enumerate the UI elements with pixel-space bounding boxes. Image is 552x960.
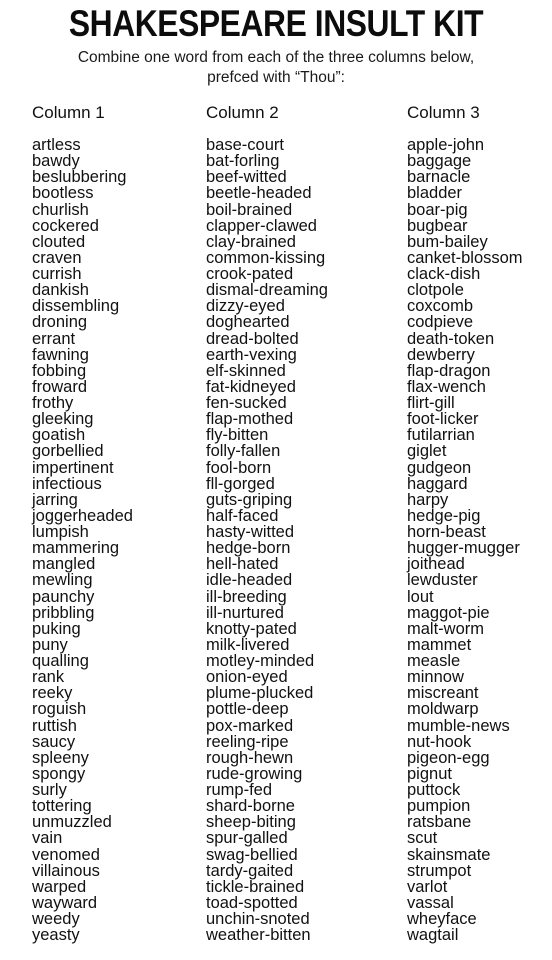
- word-item: unchin-snoted: [206, 910, 310, 928]
- word-item: goatish: [32, 426, 86, 445]
- word-item: bawdy: [32, 152, 80, 171]
- word-item: futilarrian: [407, 426, 475, 445]
- word-item: barnacle: [407, 168, 471, 187]
- word-item: hedge-pig: [407, 506, 481, 525]
- word-item: codpieve: [407, 313, 474, 332]
- word-item: flirt-gill: [407, 394, 455, 412]
- word-item: surly: [32, 781, 67, 799]
- column-1-word-list: [32, 137, 133, 943]
- word-item: fool-born: [206, 458, 272, 477]
- column-2-word-list: [206, 137, 328, 943]
- word-item: clotpole: [407, 281, 464, 300]
- word-item: puny: [32, 635, 68, 654]
- word-item: infectious: [32, 474, 102, 493]
- word-item: hedge-born: [206, 539, 291, 558]
- word-item: ruttish: [32, 716, 77, 735]
- word-item: flax-wench: [407, 377, 486, 396]
- word-item: wheyface: [407, 910, 477, 928]
- instructions-line-2: prefced with “Thou”:: [207, 69, 345, 86]
- word-item: lout: [407, 587, 434, 606]
- word-item: pribbling: [32, 603, 95, 622]
- word-item: dizzy-eyed: [206, 297, 285, 316]
- column-1: [32, 102, 133, 943]
- word-item: apple-john: [407, 136, 485, 154]
- word-item: mammet: [407, 635, 472, 654]
- word-item: pumpion: [407, 797, 471, 816]
- word-item: hell-hated: [206, 555, 279, 574]
- word-item: joggerheaded: [32, 506, 133, 525]
- instructions: [0, 48, 552, 88]
- word-item: roguish: [32, 700, 87, 719]
- word-item: lewduster: [407, 571, 478, 590]
- word-item: flap-mothed: [206, 410, 294, 429]
- word-item: errant: [32, 329, 76, 348]
- word-item: pigeon-egg: [407, 748, 490, 767]
- word-item: swag-bellied: [206, 845, 298, 864]
- word-item: rump-fed: [206, 781, 273, 799]
- word-item: idle-headed: [206, 571, 293, 590]
- word-item: elf-skinned: [206, 361, 286, 380]
- word-item: crook-pated: [206, 265, 294, 283]
- word-item: wagtail: [407, 926, 459, 945]
- word-item: beetle-headed: [206, 184, 312, 203]
- word-item: pignut: [407, 764, 452, 783]
- word-item: yeasty: [32, 926, 80, 945]
- word-item: sheep-biting: [206, 813, 296, 832]
- word-item: horn-beast: [407, 523, 486, 541]
- word-item: mammering: [32, 539, 120, 558]
- word-item: guts-griping: [206, 490, 293, 509]
- word-item: gorbellied: [32, 442, 104, 461]
- word-item: malt-worm: [407, 619, 484, 638]
- word-item: lumpish: [32, 523, 89, 541]
- word-item: motley-minded: [206, 652, 315, 670]
- word-item: rank: [32, 668, 65, 687]
- word-item: clouted: [32, 232, 86, 251]
- word-item: maggot-pie: [407, 603, 490, 622]
- word-item: fat-kidneyed: [206, 377, 296, 396]
- word-item: shard-borne: [206, 797, 295, 816]
- word-item: jarring: [32, 490, 78, 509]
- word-item: beef-witted: [206, 168, 287, 187]
- word-item: impertinent: [32, 458, 114, 477]
- word-item: spleeny: [32, 748, 89, 767]
- word-item: mangled: [32, 555, 96, 574]
- word-item: tottering: [32, 797, 92, 816]
- word-item: clay-brained: [206, 232, 296, 251]
- word-item: rough-hewn: [206, 748, 294, 767]
- word-item: clack-dish: [407, 265, 481, 283]
- word-item: fawning: [32, 345, 89, 364]
- word-item: unmuzzled: [32, 813, 112, 832]
- word-item: frothy: [32, 394, 74, 412]
- word-item: currish: [32, 265, 82, 283]
- word-item: wayward: [32, 893, 98, 912]
- word-item: varlot: [407, 877, 448, 896]
- word-item: knotty-pated: [206, 619, 297, 638]
- word-item: saucy: [32, 732, 76, 751]
- word-item: flap-dragon: [407, 361, 491, 380]
- column-3: [407, 102, 523, 943]
- word-item: hugger-mugger: [407, 539, 520, 558]
- word-item: gleeking: [32, 410, 94, 429]
- word-item: villainous: [32, 861, 100, 880]
- word-item: reeky: [32, 684, 73, 703]
- word-item: earth-vexing: [206, 345, 297, 364]
- word-item: qualling: [32, 652, 89, 670]
- column-2: [206, 102, 328, 943]
- word-item: plume-plucked: [206, 684, 314, 703]
- word-item: reeling-ripe: [206, 732, 289, 751]
- word-item: canket-blossom: [407, 248, 523, 267]
- word-item: tardy-gaited: [206, 861, 294, 880]
- word-item: half-faced: [206, 506, 279, 525]
- instructions-line-1: Combine one word from each of the three columns below,: [77, 49, 475, 66]
- word-item: fly-bitten: [206, 426, 269, 445]
- word-item: vassal: [407, 893, 454, 912]
- word-item: pottle-deep: [206, 700, 289, 719]
- word-item: coxcomb: [407, 297, 474, 316]
- word-item: weedy: [32, 910, 80, 928]
- word-item: spongy: [32, 764, 86, 783]
- column-1-heading: Column 1: [32, 103, 105, 122]
- word-item: death-token: [407, 329, 495, 348]
- word-item: clapper-clawed: [206, 216, 317, 235]
- word-item: folly-fallen: [206, 442, 281, 461]
- word-item: nut-hook: [407, 732, 472, 751]
- word-item: boar-pig: [407, 200, 468, 219]
- word-item: spur-galled: [206, 829, 288, 848]
- word-item: dread-bolted: [206, 329, 299, 348]
- word-item: giglet: [407, 442, 447, 461]
- word-item: boil-brained: [206, 200, 293, 219]
- word-item: gudgeon: [407, 458, 472, 477]
- word-item: mewling: [32, 571, 93, 590]
- word-item: ill-breeding: [206, 587, 287, 606]
- word-item: miscreant: [407, 684, 479, 703]
- word-item: strumpot: [407, 861, 472, 880]
- word-item: dankish: [32, 281, 89, 300]
- word-item: cockered: [32, 216, 99, 235]
- word-item: vain: [32, 829, 63, 848]
- word-item: harpy: [407, 490, 449, 509]
- word-item: droning: [32, 313, 88, 332]
- word-item: dewberry: [407, 345, 475, 364]
- word-item: craven: [32, 248, 82, 267]
- word-item: base-court: [206, 136, 284, 154]
- word-item: weather-bitten: [206, 926, 311, 945]
- word-item: joithead: [407, 555, 465, 574]
- word-item: scut: [407, 829, 438, 848]
- word-item: bugbear: [407, 216, 468, 235]
- word-item: skainsmate: [407, 845, 491, 864]
- word-item: haggard: [407, 474, 468, 493]
- word-item: common-kissing: [206, 248, 326, 267]
- word-item: paunchy: [32, 587, 95, 606]
- page-title: SHAKESPEARE INSULT KIT: [68, 3, 484, 44]
- word-item: moldwarp: [407, 700, 479, 719]
- word-item: ratsbane: [407, 813, 472, 832]
- word-item: pox-marked: [206, 716, 294, 735]
- word-item: artless: [32, 136, 81, 154]
- word-item: fll-gorged: [206, 474, 275, 493]
- word-item: beslubbering: [32, 168, 127, 187]
- word-item: puking: [32, 619, 81, 638]
- word-item: ill-nurtured: [206, 603, 284, 622]
- word-item: mumble-news: [407, 716, 510, 735]
- word-item: foot-licker: [407, 410, 479, 429]
- column-3-heading: Column 3: [407, 103, 480, 122]
- word-item: fobbing: [32, 361, 87, 380]
- word-item: doghearted: [206, 313, 290, 332]
- word-item: venomed: [32, 845, 100, 864]
- word-item: churlish: [32, 200, 89, 219]
- column-2-heading: Column 2: [206, 103, 279, 122]
- word-item: bladder: [407, 184, 463, 203]
- word-item: hasty-witted: [206, 523, 295, 541]
- word-item: bum-bailey: [407, 232, 488, 251]
- word-item: rude-growing: [206, 764, 303, 783]
- word-item: baggage: [407, 152, 472, 171]
- word-item: dissembling: [32, 297, 120, 316]
- word-item: bat-forling: [206, 152, 280, 171]
- word-item: onion-eyed: [206, 668, 288, 687]
- word-item: minnow: [407, 668, 464, 687]
- word-item: bootless: [32, 184, 94, 203]
- word-item: puttock: [407, 781, 461, 799]
- word-item: dismal-dreaming: [206, 281, 328, 300]
- word-item: measle: [407, 652, 461, 670]
- word-item: froward: [32, 377, 88, 396]
- word-item: fen-sucked: [206, 394, 287, 412]
- word-item: toad-spotted: [206, 893, 298, 912]
- column-3-word-list: [407, 137, 523, 943]
- word-item: milk-livered: [206, 635, 290, 654]
- word-item: warped: [32, 877, 87, 896]
- word-item: tickle-brained: [206, 877, 305, 896]
